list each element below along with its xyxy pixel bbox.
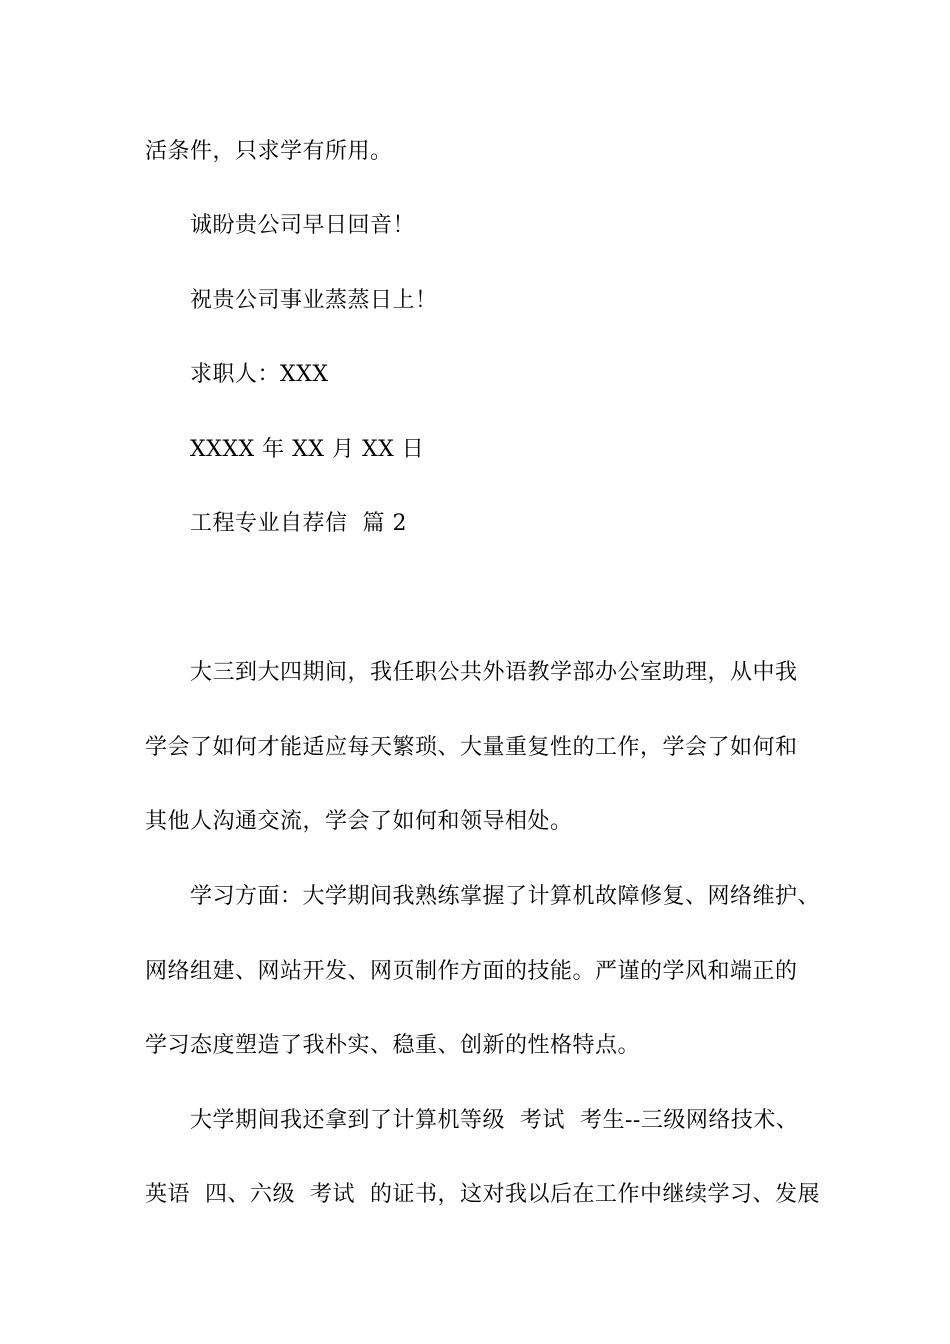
paragraph-line: 英语 四、六级 考试 的证书，这对我以后在工作中继续学习、发展 <box>145 1182 820 1207</box>
paragraph-line: 网络组建、网站开发、网页制作方面的技能。严谨的学风和端正的 <box>145 959 798 984</box>
section-title: 工程专业自荐信 篇 2 <box>190 511 407 536</box>
closing-line: 诚盼贵公司早日回音！ <box>190 213 416 238</box>
paragraph-line: 学习态度塑造了我朴实、稳重、创新的性格特点。 <box>145 1033 641 1058</box>
paragraph-line: 其他人沟通交流，学会了如何和领导相处。 <box>145 809 573 834</box>
closing-line: 祝贵公司事业蒸蒸日上！ <box>190 288 438 313</box>
paragraph-line: 大学期间我还拿到了计算机等级 考试 考生--三级网络技术、 <box>190 1108 799 1133</box>
signature-line: 求职人：XXX <box>190 362 329 387</box>
paragraph-line: 学会了如何才能适应每天繁琐、大量重复性的工作，学会了如何和 <box>145 735 798 760</box>
paragraph-line: 大三到大四期间，我任职公共外语教学部办公室助理，从中我 <box>190 660 798 685</box>
paragraph-line: 学习方面：大学期间我熟练掌握了计算机故障修复、网络维护、 <box>190 884 821 909</box>
paragraph-line: 活条件，只求学有所用。 <box>145 139 393 164</box>
date-line: XXXX 年 XX 月 XX 日 <box>190 437 425 462</box>
